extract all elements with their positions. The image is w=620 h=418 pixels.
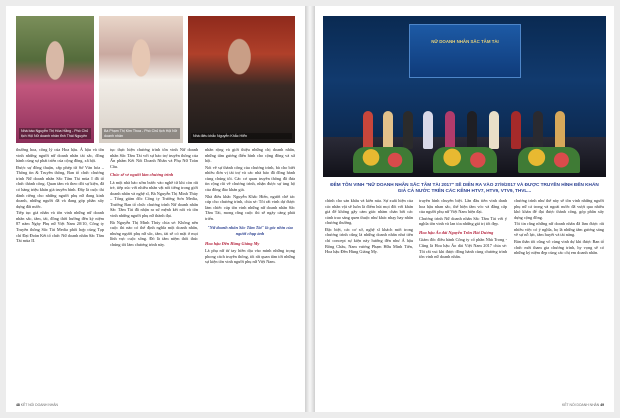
paragraph: Bản thân tôi cũng vô cùng vinh dự khi được Ban tổ chức mời tham gia chương trình, hy vọng sẽ có những kỷ niệm đẹp cùng các chị em doanh nhân. <box>514 239 604 256</box>
photo-caption: Nhà báo Nguyễn Thị Hòa Hằng - Phó Chủ tịch Hội Nữ doanh nhân tỉnh Thái Nguyên <box>19 128 91 139</box>
stage-person <box>383 111 393 149</box>
subheading: Hoa hậu Đền Hùng Giáng My <box>205 240 260 246</box>
paragraph: Là phụ nữ từ tay hiền dịu vào mình những trọng phong cách truyền thống, tôi rất quan tâm tới những sự kiện tôn vinh người phụ nữ Việt Nam. <box>205 248 295 265</box>
page-footer <box>562 403 604 407</box>
article-column-4 <box>325 198 413 396</box>
paragraph: Đặc biệt, các cơ sở, nghệ sĩ khách mời trong chương trình cũng là những doanh nhân như tiên chí concept sự kiện này hướng đến như Á hậu Bông Châu, Nam vương Phạm Hữu Minh Tiến, Hoa hậu Đền Hùng Giáng My. <box>325 226 413 255</box>
stage-person <box>423 111 433 149</box>
paragraph: Giám đốc điều hành Công ty cổ phần Nhà Trong - Cũng là Hoa hậu Áo dài Việt Nam 2017 chia sẻ: Tôi rất vui khi được đồng hành cùng chương trình tôn vinh nữ doanh nhân. <box>419 237 507 260</box>
article-column-5 <box>419 198 507 396</box>
paragraph: chương trình như thế này sẽ tôn vinh những người phụ nữ cả trong và ngoài nước đã vượt qua nhiều khó khăn để đạt được thành công, góp phần xây dựng cộng đồng. <box>514 198 604 220</box>
stage-person <box>489 111 499 149</box>
pull-quote: "Nữ doanh nhân Sắc Tâm Tài" là góc nhìn của người chụp ảnh <box>207 225 293 237</box>
right-page <box>315 6 614 412</box>
article-column-1 <box>16 147 104 395</box>
paragraph: Nhà điêu khắc Nguyễn Khắc Hiển, người chế tác cúp cho chương trình, chia sẻ: Tôi rất vinh dự được làm chiếc cúp tôn vinh những nữ doanh nhân Sắc Tâm Tài, mong rằng cuộc thi sẽ ngày càng phát triển. <box>205 193 295 221</box>
paragraph: Bà Nguyễn Thị Minh Thủy chia sẻ: Không nên cuộc thi nào có thể định nghĩa một doanh nhân, nhưng người phụ nữ sắc, tâm, tài sẽ có mặt ở mọi lĩnh vực cuộc sống. Đó là tâm niệm thôi thúc chúng tôi làm chương trình này. <box>110 219 198 247</box>
photo-caption: Bà Phạm Thị Kim Thoa - Phó Chủ tịch Hội Nữ doanh nhân <box>102 128 180 139</box>
stage-screen <box>409 24 521 78</box>
stage-person <box>511 111 521 149</box>
paragraph: Tôi tin rằng những nữ doanh nhân đã làm được rất nhiều việc có ý nghĩa, họ là những tấm gương sáng về sự nỗ lực, tâm huyết và tài năng. <box>514 221 604 238</box>
stage-person <box>363 111 373 149</box>
footer-label: KẾT NỐI DOANH NHÂN <box>20 403 58 407</box>
paragraph: Tiếp tục giá nhân và tôn vinh những nữ doanh nhân sắc, tâm, tài, đồng thời hưởng đến kỷ niệm 87 năm Ngày Phụ nữ Việt Nam 20/10, Công ty Truyền thông Sắc Tài Media phối hợp cùng Tạp chí Đại Đoàn Kết tổ chức Nữ doanh nhân Sắc Tâm Tài mùa II. <box>16 210 104 244</box>
article-column-3 <box>205 147 295 395</box>
paragraph: truyền hình chuyên biệt. Lần đầu tiên vinh danh hoa hậu nhan sắc, thể hiện tầm vóc và đẳng cấp của người phụ nữ Việt Nam hiện đại. <box>419 198 507 215</box>
subheading: Chúc sẽ vẻ người làm chương trình <box>110 172 174 178</box>
subheading: Hoa hậu Áo dài Nguyễn Trần Hải Dương <box>419 229 494 235</box>
paragraph: Là một nhà báo sớm bước vào nghề từ khi còn rất trẻ, tiếp xúc với nhiều nhân vật nổi tiếng trong giới doanh nhân và nghệ sĩ, Bà Nguyễn Thị Minh Thủy – Tổng giám đốc Công ty Trường Sơn Media, Trưởng Ban tổ chức chương trình Nữ doanh nhân Sắc Tâm Tài đã nhận ra sứ mệnh kết nối và tôn vinh những người phụ nữ thành đạt. <box>110 179 198 219</box>
page-gutter <box>305 6 315 412</box>
page-footer <box>16 403 58 407</box>
stage-person <box>403 111 413 149</box>
portrait-photo-woman <box>16 16 94 143</box>
stage-person <box>555 111 565 149</box>
paragraph: Chương trình Nữ doanh nhân Sắc Tâm Tài với ý nghĩa tôn vinh và lan tỏa những giá trị tốt đẹp. <box>419 215 507 227</box>
paragraph: thường hoa, công lý của Hoa hậu. Á hậu và tôn vinh những người nữ doanh nhân tài sắc, đồng hành cùng sự phát triển của cộng đồng, xã hội. <box>16 147 104 164</box>
page-number: 48 <box>16 403 20 407</box>
page-number: 49 <box>600 403 604 407</box>
article-column-2 <box>110 147 198 395</box>
flower-arrangement <box>433 147 497 173</box>
flower-arrangement <box>518 147 580 173</box>
stage-screen-text: NỮ DOANH NHÂN SẮC TÂM TÀI <box>431 39 499 44</box>
portrait-photo-man <box>188 16 295 143</box>
stage-person <box>467 111 477 149</box>
stage-person <box>445 111 455 149</box>
flower-arrangement <box>353 147 413 173</box>
left-page <box>6 6 305 412</box>
photo-caption: Nhà điêu khắc Nguyễn Khắc Hiển <box>191 133 292 139</box>
paragraph: Được sự đồng thuận, cấp phép từ Sở Văn hóa – Thông tin & Truyền thông, Ban tổ chức chương trình Nữ doanh nhân Sắc Tâm Tài mùa I đã tổ chức thành công. Quan tâm và theo dõi sự kiện, đã có hàng triệu khán giả truyền hình. Đây là cuộc thi dành riêng cho những người phụ nữ đang kinh doanh, những người đã và đang góp phần xây dựng đất nước. <box>16 164 104 209</box>
stage-person <box>533 111 543 149</box>
portrait-photo-woman-ao-dai <box>99 16 183 143</box>
footer-label: KẾT NỐI DOANH NHÂN <box>562 403 600 407</box>
paragraph: Nói về sự thành công của chương trình, bà cho biết nhiều đơn vị tài trợ và các nhà báo đã đồng hành cùng chúng tôi. Các cơ quan truyền thông đã đưa tin rộng rãi về chương trình, nhận được sự ủng hộ của đông đảo khán giả. <box>205 164 295 193</box>
photo-caption: ĐÊM TÔN VINH "NỮ DOANH NHÂN SẮC TÂM TÀI 2017" SẼ DIỄN RA VÀO 27/9/2017 VÀ ĐƯỢC TRUYỀN HÌNH ĐẾN KHÁN GIẢ CẢ NƯỚC TRÊN CÁC KÊNH HTV7, HTV9, VTV9, THVL... <box>330 182 599 193</box>
paragraph: nhân rộng và giới thiệu những chị doanh nhân, những tấm gương điển hình cho cộng đồng và xã hội. <box>205 147 295 164</box>
paragraph: chính cho sản khấu và kiến núa. Sự xuất hiện của các nhân vật sẽ luôn là điểm hút mọi đôi với khán giả để không gây cảm giác nhàm chán bởi các cảnh trao sáng quen thuộc như khác nhạy hay nhân chương thường. <box>325 198 413 226</box>
paragraph: tục thực hiện chương trình tôn vinh Nữ doanh nhân Sắc Tâm Tài với sự bảo trợ truyền thông của Ấn phẩm Kết Nối Doanh Nhân và Phụ Nữ Toàn Cầu. <box>110 147 198 169</box>
article-column-6 <box>514 198 604 396</box>
stage-event-photo <box>323 16 606 177</box>
